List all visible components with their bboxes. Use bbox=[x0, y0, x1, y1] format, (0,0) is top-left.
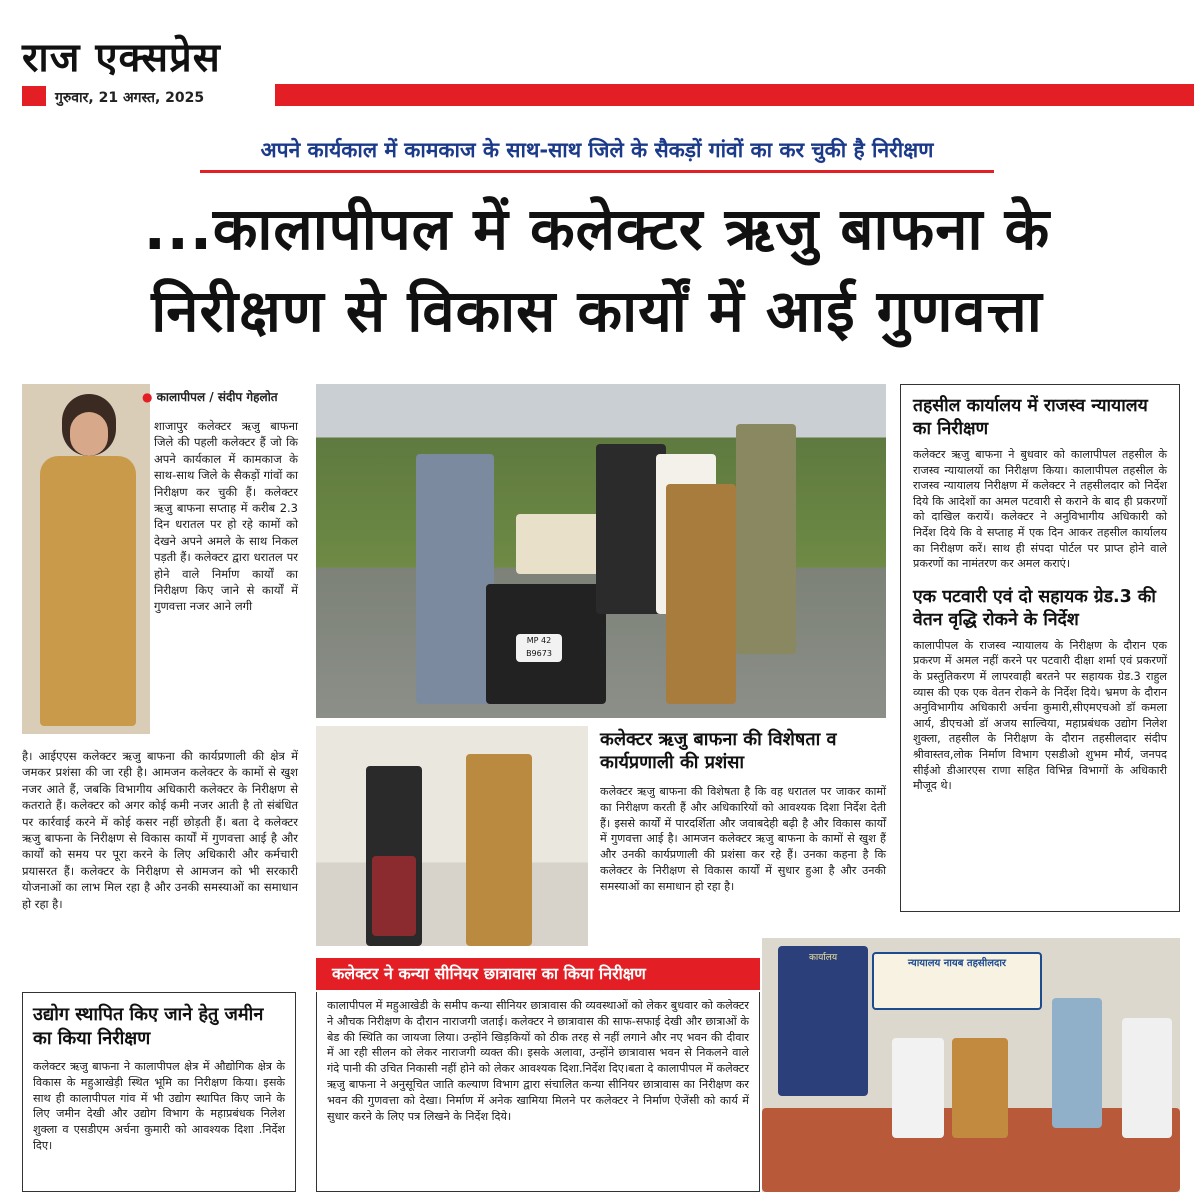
hostel-box bbox=[316, 992, 760, 1192]
license-plate bbox=[516, 634, 562, 662]
hostel-banner: कलेक्टर ने कन्या सीनियर छात्रावास का किया निरीक्षण bbox=[316, 958, 760, 990]
office-board-sign bbox=[778, 946, 868, 1096]
road-inspection-photo bbox=[316, 384, 886, 718]
salary-hold-body: कालापीपल के राजस्व न्यायालय के निरीक्षण के दौरान एक प्रकरण में अमल नहीं करने पर पटवारी दीक्षा शर्मा एवं प्रकरणों के प्रस्तुतिकरण में लापरवाही बरतने पर सहायक ग्रेड.3 राहुल व्यास की एक एक वेतन रोकने के निर्देश दिये। भ्रमण के दौरान अनुविभागीय अधिकारी अर्चना कुमारी,सीएमएचओ डॉ कमला आर्य, डीएचओ डॉ अजय साल्विया, महाप्रबंधक उद्योग निलेश शुक्ला, तहसील के निरीक्षण के दौरान तहसीलदार संदीप श्रीवास्तव,लोक निर्माण विभाग एसडीओ शुभम मौर्य, जनपद सीईओ डीआरएस राणा सहित विभिन्न विभागों के अधिकारी मौजूद थे। bbox=[913, 638, 1167, 793]
praise-heading: कलेक्टर ऋजु बाफना की विशेषता व कार्यप्रणाली की प्रशंसा bbox=[600, 729, 837, 773]
praise-section bbox=[600, 728, 886, 895]
headline-line-1: ...कालापीपल में कलेक्टर ऋजु बाफना के bbox=[143, 195, 1051, 263]
date-marker bbox=[22, 86, 46, 106]
kicker-rule bbox=[200, 170, 994, 173]
udyog-box bbox=[22, 992, 296, 1192]
right-sidebar-box bbox=[900, 384, 1180, 912]
praise-body: कलेक्टर ऋजु बाफना की विशेषता है कि वह धरातल पर जाकर कामों का निरीक्षण करती हैं और अधिकारियों को आवश्यक दिशा निर्देश देती हैं। इससे कार्यों में पारदर्शिता और जवाबदेही बढ़ी है और विकास कार्यों में गुणवत्ता आई है। आमजन कलेक्टर ऋजु बाफना के कामों से खुश हैं और उनकी कार्यप्रणाली की प्रशंसा कर रहे हैं। उनका कहना है कि कलेक्टर के निरीक्षण से विकास कार्यों में सुधार हुआ है और उनकी समस्याओं का समाधान हो रहा है। bbox=[600, 785, 886, 893]
headline-line-2: निरीक्षण से विकास कार्यों में आई गुणवत्ता bbox=[151, 277, 1043, 345]
byline-text: कालापीपल / संदीप गेहलोत bbox=[156, 390, 278, 404]
masthead: राज एक्सप्रेस bbox=[22, 35, 221, 81]
hostel-body: कालापीपल में महुआखेडी के समीप कन्या सीनियर छात्रावास की व्यवस्थाओं को लेकर बुधवार को कलेक्टर ने औचक निरीक्षण के दौरान नाराजगी जताई। कलेक्टर ने छात्रावास की साफ-सफाई देखी और छात्राओं के बेड की स्थिति का जायजा लिया। उन्होंने खिड़कियों को ठीक तरह से नहीं लगाने और नए भवन की दीवार में आ रही सीलन को लेकर नाराजगी व्यक्त की। इसके अलावा, उन्होंने छात्रावास भवन से निकलने वाले गंदे पानी की उचित निकासी नहीं होने को लेकर आवश्यक दिशा.निर्देश दिए।बता दे कालापीपल में कलेक्टर ऋजु बाफना ने अनुसूचित जाति कल्याण विभाग द्वारा संचालित कन्या सीनियर छात्रावास का निरीक्षण कर भवन की गुणवत्ता को देखा। निर्माण में अनेक खामिया मिलने पर कलेक्टर ने निर्माण ऐजेंसी को कार्य में सुधार करने के लिए पत्र लिखने के निर्देश दिये। bbox=[327, 999, 749, 1123]
issue-date: गुरुवार, 21 अगस्त, 2025 bbox=[55, 90, 205, 106]
office-board-text: कार्यालय bbox=[808, 953, 838, 963]
license-plate-text: MP 42 B9673 bbox=[526, 636, 552, 658]
revenue-court-heading: तहसील कार्यालय में राजस्व न्यायालय का निरीक्षण bbox=[913, 396, 1148, 439]
headline bbox=[0, 188, 1194, 352]
salary-hold-heading: एक पटवारी एवं दो सहायक ग्रेड.3 की वेतन वृद्धि रोकने के निर्देश bbox=[913, 586, 1156, 630]
masthead-red-bar bbox=[275, 84, 1194, 106]
byline: ● कालापीपल / संदीप गेहलोत bbox=[142, 390, 278, 404]
udyog-heading: उद्योग स्थापित किए जाने हेतु जमीन का किया निरीक्षण bbox=[33, 1004, 264, 1049]
court-sign-text: न्यायालय नायब तहसीलदार bbox=[907, 958, 1007, 969]
main-story-top: शाजापुर कलेक्टर ऋजु बाफना जिले की पहली कलेक्टर हैं जो कि अपने कार्यकाल में कामकाज के साथ-साथ जिले के सैकड़ों गांवों का निरीक्षण कर चुकी हैं। कलेक्टर ऋजु बाफना सप्ताह में करीब 2.3 दिन धरातल पर हो रहे कामों को देखने अपने अमले के साथ निकल पड़ती हैं। कलेक्टर द्वारा धरातल पर होने वाले निर्माण कार्यों का निरीक्षण किए जाने से कार्यों में गुणवत्ता नजर आने लगी bbox=[154, 419, 298, 614]
main-story-bottom: है। आईएएस कलेक्टर ऋजु बाफना की कार्यप्रणाली की क्षेत्र में जमकर प्रशंसा की जा रही है। आमजन कलेक्टर के कामों से खुश नजर आते हैं, जबकि विभागीय अधिकारी कलेक्टर के निरीक्षण से कतराते हैं। कलेक्टर को अगर कोई कमी नजर आती है तो संबंधित पर कार्रवाई करने में कोई कसर नहीं छोड़ती हैं। बता दे कलेक्टर ऋजु बाफना के निरीक्षण से विकास कार्यों में गुणवत्ता आई है और कार्यों को समय पर पूरा करने के लिए अधिकारी और कर्मचारी प्रयासरत हैं। कलेक्टर के निरीक्षण से आमजन को भी सरकारी योजनाओं का लाभ मिल रहा है और उनकी समस्याओं का समाधान हो रहा है। bbox=[22, 749, 298, 911]
revenue-court-body: कलेक्टर ऋजु बाफना ने बुधवार को कालापीपल तहसील के राजस्व न्यायालयों का निरीक्षण किया। कालापीपल तहसील के राजस्व न्यायालय निरीक्षण में कलेक्टर ने तहसीलदार को निर्देश दिये कि आदेशों का अमल पटवारी से कराने के बाद ही प्रकरणों को दाखिल करायें। कलेक्टर ने अनुविभागीय अधिकारी को निर्देश दिये कि वे सप्ताह में एक दिन आकर तहसील कार्यालय का निरीक्षण करें। साथ ही संपदा पोर्टल पर प्राप्त होने वाले प्रकरणों का नामंतरण कर अमल कराएं। bbox=[913, 448, 1167, 571]
kicker: अपने कार्यकाल में कामकाज के साथ-साथ जिले के सैकड़ों गांवों का कर चुकी है निरीक्षण bbox=[260, 138, 934, 162]
tehsil-office-photo bbox=[762, 938, 1180, 1192]
udyog-body: कलेक्टर ऋजु बाफना ने कालापीपल क्षेत्र में औद्योगिक क्षेत्र के विकास के महुआखेड़ी स्थित भूमि का निरीक्षण किया। इसके साथ ही कालापीपल गांव में भी उद्योग स्थापित किए जाने के लिए जमीन देखी और उद्योग विभाग के महाप्रबंधक निलेश शुक्ला व एसडीएम अर्चना कुमारी को आवश्यक दिशा .निर्देश दिए। bbox=[33, 1060, 285, 1152]
collector-portrait-photo bbox=[22, 384, 150, 734]
hostel-walk-photo bbox=[316, 726, 588, 946]
court-sign bbox=[872, 952, 1042, 1010]
